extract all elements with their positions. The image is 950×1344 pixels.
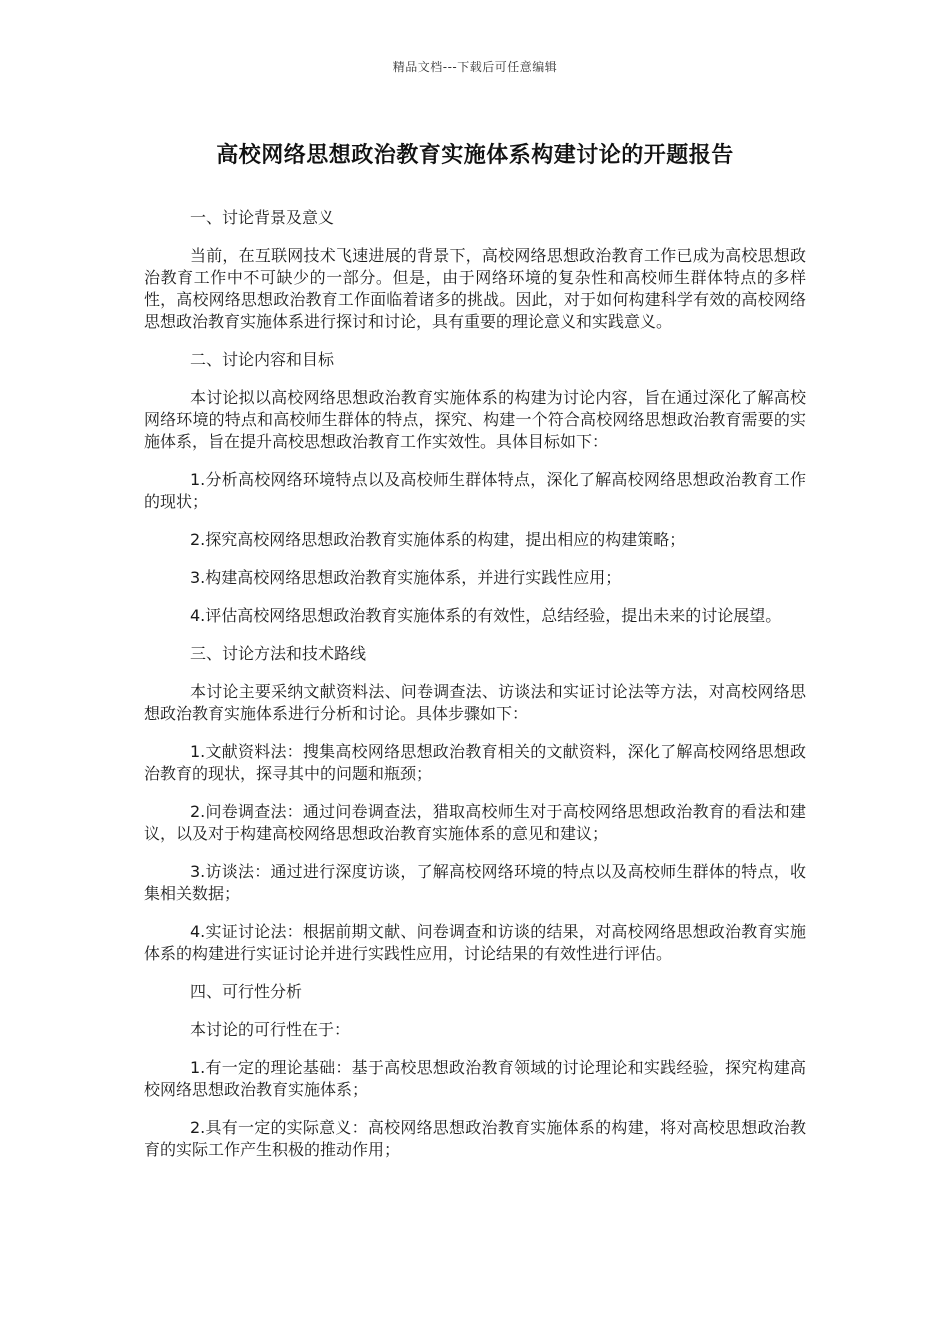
list-item-feasibility-1: 1.有一定的理论基础：基于高校思想政治教育领域的讨论理论和实践经验，探究构建高校网络思想政治教育实施体系；	[144, 1058, 806, 1099]
document-title: 高校网络思想政治教育实施体系构建讨论的开题报告	[216, 143, 734, 168]
paragraph-feasibility-intro: 本讨论的可行性在于：	[190, 1020, 351, 1039]
list-item-method-3: 3.访谈法：通过进行深度访谈，了解高校网络环境的特点以及高校师生群体的特点，收集相关数据；	[144, 862, 806, 903]
list-item-method-4: 4.实证讨论法：根据前期文献、问卷调查和访谈的结果，对高校网络思想政治教育实施体系的构建进行实证讨论并进行实践性应用，讨论结果的有效性进行评估。	[144, 922, 806, 963]
list-item-method-1: 1.文献资料法：搜集高校网络思想政治教育相关的文献资料，深化了解高校网络思想政治教育的现状，探寻其中的问题和瓶颈；	[144, 742, 806, 783]
section-heading-feasibility: 四、可行性分析	[190, 982, 303, 1001]
list-item-feasibility-2: 2.具有一定的实际意义：高校网络思想政治教育实施体系的构建，将对高校思想政治教育的实际工作产生积极的推动作用；	[144, 1118, 806, 1159]
list-item-goal-2: 2.探究高校网络思想政治教育实施体系的构建，提出相应的构建策略；	[190, 530, 686, 549]
list-item-goal-4: 4.评估高校网络思想政治教育实施体系的有效性，总结经验，提出未来的讨论展望。	[190, 606, 782, 625]
section-heading-background: 一、讨论背景及意义	[190, 208, 335, 227]
section-heading-content-goals: 二、讨论内容和目标	[190, 350, 335, 369]
paragraph-methods-intro: 本讨论主要采纳文献资料法、问卷调查法、访谈法和实证讨论法等方法，对高校网络思想政治教育实施体系进行分析和讨论。具体步骤如下：	[144, 682, 806, 723]
section-heading-methods: 三、讨论方法和技术路线	[190, 644, 367, 663]
paragraph-content-intro: 本讨论拟以高校网络思想政治教育实施体系的构建为讨论内容，旨在通过深化了解高校网络环境的特点和高校师生群体的特点，探究、构建一个符合高校网络思想政治教育需要的实施体系，旨在提升高校思想政治教育工作实效性。具体目标如下：	[144, 388, 806, 451]
paragraph-background: 当前，在互联网技术飞速进展的背景下，高校网络思想政治教育工作已成为高校思想政治教育工作中不可缺少的一部分。但是，由于网络环境的复杂性和高校师生群体特点的多样性，高校网络思想政治教育工作面临着诸多的挑战。因此，对于如何构建科学有效的高校网络思想政治教育实施体系进行探讨和讨论，具有重要的理论意义和实践意义。	[144, 246, 806, 331]
list-item-method-2: 2.问卷调查法：通过问卷调查法，猎取高校师生对于高校网络思想政治教育的看法和建议，以及对于构建高校网络思想政治教育实施体系的意见和建议；	[144, 802, 806, 843]
document-body	[144, 207, 806, 1177]
list-item-goal-1: 1.分析高校网络环境特点以及高校师生群体特点，深化了解高校网络思想政治教育工作的现状；	[144, 470, 806, 511]
list-item-goal-3: 3.构建高校网络思想政治教育实施体系，并进行实践性应用；	[190, 568, 622, 587]
header-note: 精品文档---下载后可任意编辑	[392, 60, 558, 74]
